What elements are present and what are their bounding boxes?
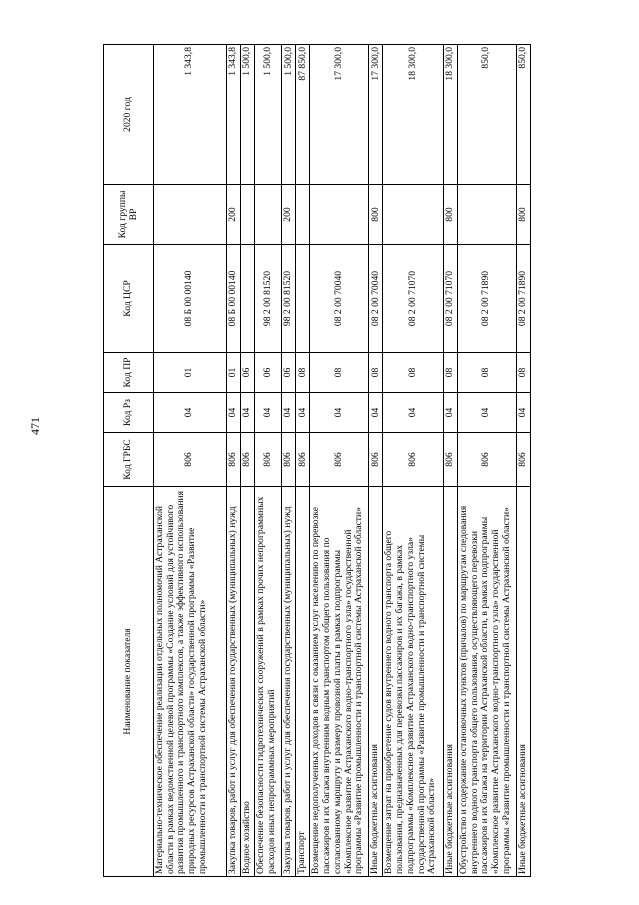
cell-csr: 08 2 00 71070 xyxy=(383,245,443,353)
cell-grbs: 806 xyxy=(369,433,383,487)
cell-rz: 04 xyxy=(240,393,254,433)
table-row xyxy=(240,45,254,877)
header-vr: Код группы ВР xyxy=(104,185,154,245)
cell-year: 850,0 xyxy=(457,45,516,185)
cell-name: Закупка товаров, работ и услуг для обеспечения государственных (муниципальных) нужд xyxy=(226,487,240,877)
cell-vr: 200 xyxy=(226,185,240,245)
cell-year: 17 300,0 xyxy=(369,45,383,185)
cell-vr xyxy=(240,185,254,245)
cell-csr: 08 Б 00 00140 xyxy=(226,245,240,353)
table-row xyxy=(369,45,383,877)
cell-year: 1 343,8 xyxy=(154,45,227,185)
cell-year: 1 343,8 xyxy=(226,45,240,185)
cell-pr: 08 xyxy=(296,353,310,393)
cell-rz: 04 xyxy=(296,393,310,433)
cell-pr: 08 xyxy=(516,353,530,393)
cell-name: Возмещение недополученных доходов в связи с оказанием услуг населению по перевозке пассажиров и их багажа внутренним водным транспортом общего пользования по согласованному маршруту и размеру провозной платы в рамках подпрограммы «Комплексное развитие Астраханского водно-транспортного узла» государственной программы «Развитие промышленности и транспортной системы Астраханской области» xyxy=(310,487,369,877)
table-row xyxy=(282,45,296,877)
cell-vr xyxy=(296,185,310,245)
cell-name: Обустройство и содержание остановочных пунктов (причалов) по маршрутам следования внутреннего водного транспорта общего пользования, осуществляющего перевозки пассажиров и их багажа на территории Астраханской области, в рамках подпрограммы «Комплексное развитие Астраханского водно-транспортного узла» государственной программы «Развитие промышленности и транспортной системы Астраханской области» xyxy=(457,487,516,877)
cell-pr: 08 xyxy=(369,353,383,393)
table-row xyxy=(226,45,240,877)
cell-grbs: 806 xyxy=(240,433,254,487)
cell-vr: 200 xyxy=(282,185,296,245)
cell-pr: 08 xyxy=(443,353,457,393)
table-row xyxy=(255,45,282,877)
cell-csr: 98 2 00 81520 xyxy=(282,245,296,353)
cell-name: Закупка товаров, работ и услуг для обеспечения государственных (муниципальных) нужд xyxy=(282,487,296,877)
cell-vr: 800 xyxy=(516,185,530,245)
cell-pr: 06 xyxy=(240,353,254,393)
cell-rz: 04 xyxy=(255,393,282,433)
cell-grbs: 806 xyxy=(226,433,240,487)
header-rz: Код Рз xyxy=(104,393,154,433)
cell-grbs: 806 xyxy=(296,433,310,487)
cell-name: Иные бюджетные ассигнования xyxy=(516,487,530,877)
cell-rz: 04 xyxy=(369,393,383,433)
cell-rz: 04 xyxy=(154,393,227,433)
cell-vr xyxy=(154,185,227,245)
cell-vr xyxy=(383,185,443,245)
cell-csr: 08 2 00 71890 xyxy=(516,245,530,353)
cell-year: 1 500,0 xyxy=(282,45,296,185)
cell-csr: 08 2 00 71890 xyxy=(457,245,516,353)
cell-grbs: 806 xyxy=(310,433,369,487)
cell-csr: 98 2 00 81520 xyxy=(255,245,282,353)
cell-rz: 04 xyxy=(226,393,240,433)
cell-grbs: 806 xyxy=(282,433,296,487)
cell-pr: 08 xyxy=(310,353,369,393)
cell-rz: 04 xyxy=(282,393,296,433)
header-row xyxy=(104,45,154,877)
cell-name: Водное хозяйство xyxy=(240,487,254,877)
table-row xyxy=(443,45,457,877)
cell-vr: 800 xyxy=(369,185,383,245)
table-row xyxy=(310,45,369,877)
cell-grbs: 806 xyxy=(154,433,227,487)
cell-vr xyxy=(310,185,369,245)
cell-csr: 08 2 00 71070 xyxy=(443,245,457,353)
table-row xyxy=(516,45,530,877)
cell-name: Иные бюджетные ассигнования xyxy=(443,487,457,877)
cell-vr xyxy=(457,185,516,245)
cell-year: 87 850,0 xyxy=(296,45,310,185)
cell-vr: 800 xyxy=(443,185,457,245)
cell-pr: 06 xyxy=(255,353,282,393)
cell-name: Обеспечение безопасности гидротехнических сооружений в рамках прочих непрограммных расходов иных непрограммных мероприятий xyxy=(255,487,282,877)
cell-year: 18 300,0 xyxy=(383,45,443,185)
header-csr: Код ЦСР xyxy=(104,245,154,353)
cell-name: Транспорт xyxy=(296,487,310,877)
budget-table xyxy=(103,44,531,877)
cell-name: Материально-техническое обеспечение реализации отдельных полномочий Астраханской области в рамках ведомственной целевой программы «Создание условий для устойчивого развития промышленного и транспортного комплексов, а также эффективного использования природных ресурсов Астраханской области» государственной программы «Развитие промышленности и транспортной системы Астраханской области» xyxy=(154,487,227,877)
cell-pr: 08 xyxy=(457,353,516,393)
cell-year: 17 300,0 xyxy=(310,45,369,185)
table-row xyxy=(154,45,227,877)
cell-grbs: 806 xyxy=(443,433,457,487)
cell-rz: 04 xyxy=(457,393,516,433)
table-row xyxy=(457,45,516,877)
page-number: 471 xyxy=(28,417,42,435)
cell-grbs: 806 xyxy=(383,433,443,487)
cell-year: 850,0 xyxy=(516,45,530,185)
rotated-table-container xyxy=(103,45,531,877)
cell-pr: 01 xyxy=(154,353,227,393)
cell-name: Иные бюджетные ассигнования xyxy=(369,487,383,877)
table-row xyxy=(296,45,310,877)
cell-rz: 04 xyxy=(443,393,457,433)
cell-pr: 01 xyxy=(226,353,240,393)
table-row xyxy=(383,45,443,877)
cell-rz: 04 xyxy=(516,393,530,433)
cell-year: 18 300,0 xyxy=(443,45,457,185)
cell-csr xyxy=(240,245,254,353)
cell-rz: 04 xyxy=(310,393,369,433)
cell-csr: 08 Б 00 00140 xyxy=(154,245,227,353)
header-grbs: Код ГРБС xyxy=(104,433,154,487)
cell-grbs: 806 xyxy=(457,433,516,487)
cell-grbs: 806 xyxy=(516,433,530,487)
header-pr: Код ПР xyxy=(104,353,154,393)
cell-rz: 04 xyxy=(383,393,443,433)
header-year: 2020 год xyxy=(104,45,154,185)
cell-grbs: 806 xyxy=(255,433,282,487)
cell-csr xyxy=(296,245,310,353)
cell-pr: 08 xyxy=(383,353,443,393)
cell-csr: 08 2 00 70040 xyxy=(310,245,369,353)
cell-pr: 06 xyxy=(282,353,296,393)
cell-csr: 08 2 00 70040 xyxy=(369,245,383,353)
cell-vr xyxy=(255,185,282,245)
header-name: Наименование показателя xyxy=(104,487,154,877)
cell-name: Возмещение затрат на приобретение судов внутреннего водного транспорта общего пользования, предназначенных для перевозки пассажиров и их багажа, в рамках подпрограммы «Комплексное развитие Астраханского водно-транспортного узла» государственной программы «Развитие промышленности и транспортной системы Астраханской области» xyxy=(383,487,443,877)
cell-year: 1 500,0 xyxy=(255,45,282,185)
cell-year: 1 500,0 xyxy=(240,45,254,185)
